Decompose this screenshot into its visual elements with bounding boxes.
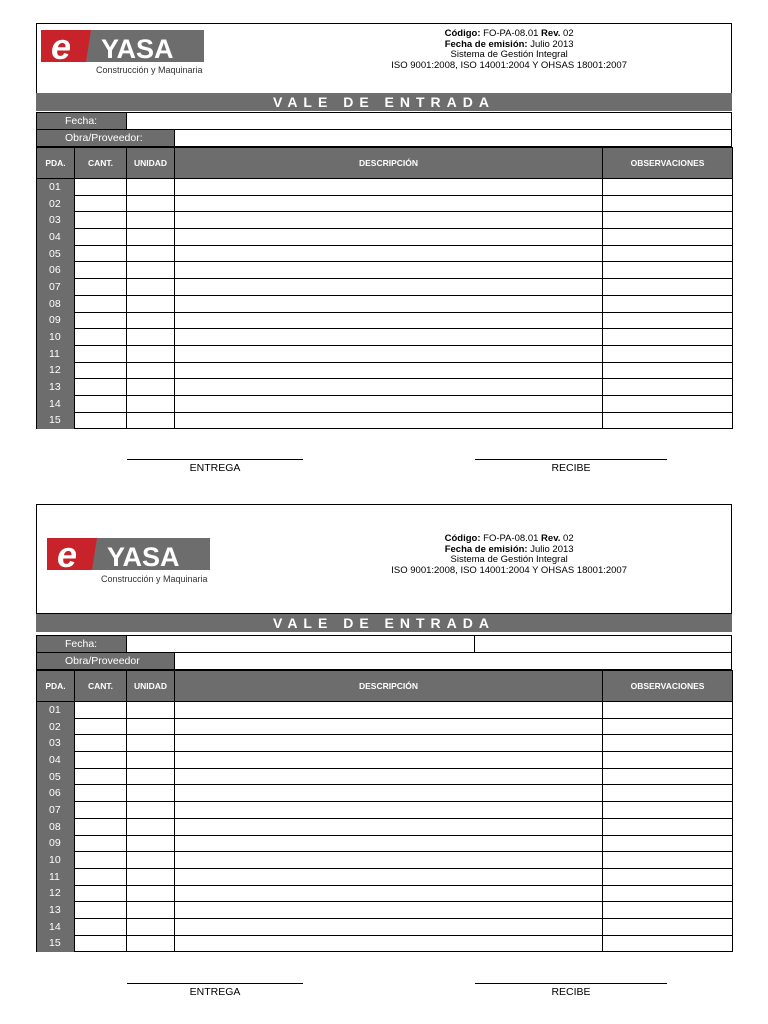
row-number: 02: [37, 718, 75, 735]
observaciones-cell[interactable]: [603, 179, 733, 196]
table-row: [37, 345, 733, 362]
descripcion-cell[interactable]: [175, 395, 603, 412]
observaciones-cell[interactable]: [603, 245, 733, 262]
col-observaciones: OBSERVACIONES: [603, 671, 733, 702]
descripcion-cell[interactable]: [175, 785, 603, 802]
descripcion-cell[interactable]: [175, 195, 603, 212]
cant-cell[interactable]: [75, 885, 127, 902]
row-number: 10: [37, 852, 75, 869]
fecha-label: Fecha:: [36, 112, 127, 130]
observaciones-cell[interactable]: [603, 918, 733, 935]
cant-cell[interactable]: [75, 768, 127, 785]
cant-cell[interactable]: [75, 868, 127, 885]
row-number: 14: [37, 395, 75, 412]
table-row: [37, 262, 733, 279]
fecha-emision-line: Fecha de emisión: Julio 2013: [444, 543, 574, 555]
logo-brand-name: YASA: [101, 34, 174, 64]
descripcion-cell[interactable]: [175, 868, 603, 885]
descripcion-cell[interactable]: [175, 362, 603, 379]
row-number: 10: [37, 329, 75, 346]
col-unidad: UNIDAD: [127, 148, 175, 179]
observaciones-cell[interactable]: [603, 295, 733, 312]
cant-cell[interactable]: [75, 262, 127, 279]
logo-tagline: Construcción y Maquinaria: [96, 65, 203, 75]
descripcion-cell[interactable]: [175, 802, 603, 819]
unidad-cell[interactable]: [127, 412, 175, 429]
form-header: [36, 504, 732, 614]
table-row: [37, 752, 733, 769]
codigo-line: Código: FO-PA-08.01 Rev. 02: [444, 533, 574, 544]
col-cant: CANT.: [75, 148, 127, 179]
col-observaciones: OBSERVACIONES: [603, 148, 733, 179]
unidad-cell[interactable]: [127, 718, 175, 735]
unidad-cell[interactable]: [127, 362, 175, 379]
row-number: 08: [37, 818, 75, 835]
unidad-cell[interactable]: [127, 195, 175, 212]
row-number: 06: [37, 262, 75, 279]
unidad-cell[interactable]: [127, 902, 175, 919]
row-number: 04: [37, 229, 75, 246]
table-row: [37, 935, 733, 952]
cant-cell[interactable]: [75, 852, 127, 869]
unidad-cell[interactable]: [127, 345, 175, 362]
cant-cell[interactable]: [75, 345, 127, 362]
cant-cell[interactable]: [75, 212, 127, 229]
fecha-extra-field[interactable]: [474, 635, 732, 653]
table-header-row: [37, 671, 733, 702]
iso-line: ISO 9001:2008, ISO 14001:2004 Y OHSAS 18001:2007: [391, 59, 627, 71]
table-row: [37, 835, 733, 852]
table-row: [37, 868, 733, 885]
unidad-cell[interactable]: [127, 868, 175, 885]
cant-cell[interactable]: [75, 785, 127, 802]
observaciones-cell[interactable]: [603, 362, 733, 379]
observaciones-cell[interactable]: [603, 852, 733, 869]
document-meta: [391, 29, 627, 71]
cant-cell[interactable]: [75, 329, 127, 346]
descripcion-cell[interactable]: [175, 735, 603, 752]
cant-cell[interactable]: [75, 918, 127, 935]
items-table: [36, 670, 733, 952]
row-number: 07: [37, 802, 75, 819]
cant-cell[interactable]: [75, 245, 127, 262]
signature-line[interactable]: [127, 459, 303, 460]
table-row: [37, 395, 733, 412]
unidad-cell[interactable]: [127, 312, 175, 329]
company-logo: [47, 536, 217, 586]
row-number: 15: [37, 935, 75, 952]
document-meta: [391, 534, 627, 576]
row-number: 05: [37, 245, 75, 262]
descripcion-cell[interactable]: [175, 379, 603, 396]
col-descripcion: DESCRIPCIÓN: [175, 148, 603, 179]
descripcion-cell[interactable]: [175, 179, 603, 196]
col-cant: CANT.: [75, 671, 127, 702]
obra-proveedor-field[interactable]: [174, 129, 732, 147]
observaciones-cell[interactable]: [603, 379, 733, 396]
unidad-cell[interactable]: [127, 918, 175, 935]
cant-cell[interactable]: [75, 395, 127, 412]
row-number: 06: [37, 785, 75, 802]
cant-cell[interactable]: [75, 229, 127, 246]
signature-label: RECIBE: [551, 462, 591, 474]
table-row: [37, 329, 733, 346]
table-row: [37, 768, 733, 785]
row-number: 12: [37, 885, 75, 902]
iso-line: ISO 9001:2008, ISO 14001:2004 Y OHSAS 18001:2007: [391, 564, 627, 576]
unidad-cell[interactable]: [127, 768, 175, 785]
signature-line[interactable]: [127, 983, 303, 984]
unidad-cell[interactable]: [127, 702, 175, 719]
row-number: 01: [37, 179, 75, 196]
unidad-cell[interactable]: [127, 818, 175, 835]
table-row: [37, 735, 733, 752]
descripcion-cell[interactable]: [175, 702, 603, 719]
descripcion-cell[interactable]: [175, 935, 603, 952]
table-row: [37, 229, 733, 246]
signature-recibe: [475, 983, 667, 998]
row-number: 13: [37, 902, 75, 919]
row-number: 03: [37, 212, 75, 229]
row-number: 05: [37, 768, 75, 785]
table-row: [37, 195, 733, 212]
row-number: 01: [37, 702, 75, 719]
observaciones-cell[interactable]: [603, 395, 733, 412]
cant-cell[interactable]: [75, 362, 127, 379]
table-body: [37, 702, 733, 952]
unidad-cell[interactable]: [127, 329, 175, 346]
cant-cell[interactable]: [75, 902, 127, 919]
descripcion-cell[interactable]: [175, 852, 603, 869]
observaciones-cell[interactable]: [603, 935, 733, 952]
unidad-cell[interactable]: [127, 735, 175, 752]
table-row: [37, 362, 733, 379]
cant-cell[interactable]: [75, 935, 127, 952]
col-descripcion: DESCRIPCIÓN: [175, 671, 603, 702]
obra-proveedor-label: Obra/Proveedor: [36, 652, 175, 670]
observaciones-cell[interactable]: [603, 835, 733, 852]
form-header: [36, 23, 732, 94]
row-number: 14: [37, 918, 75, 935]
signature-entrega: [127, 983, 303, 998]
descripcion-cell[interactable]: [175, 229, 603, 246]
observaciones-cell[interactable]: [603, 885, 733, 902]
obra-proveedor-field[interactable]: [174, 652, 732, 670]
row-number: 11: [37, 345, 75, 362]
observaciones-cell[interactable]: [603, 195, 733, 212]
descripcion-cell[interactable]: [175, 918, 603, 935]
descripcion-cell[interactable]: [175, 835, 603, 852]
descripcion-cell[interactable]: [175, 885, 603, 902]
unidad-cell[interactable]: [127, 935, 175, 952]
signature-label: RECIBE: [551, 986, 591, 998]
cant-cell[interactable]: [75, 179, 127, 196]
logo-e-mark: e: [57, 536, 78, 575]
cant-cell[interactable]: [75, 412, 127, 429]
signature-label: ENTREGA: [189, 462, 241, 474]
table-row: [37, 295, 733, 312]
sistema-line: Sistema de Gestión Integral: [450, 49, 568, 60]
fecha-field[interactable]: [126, 635, 475, 653]
table-row: [37, 312, 733, 329]
table-row: [37, 785, 733, 802]
signature-line[interactable]: [475, 983, 667, 984]
col-unidad: UNIDAD: [127, 671, 175, 702]
cant-cell[interactable]: [75, 835, 127, 852]
descripcion-cell[interactable]: [175, 902, 603, 919]
descripcion-cell[interactable]: [175, 295, 603, 312]
unidad-cell[interactable]: [127, 852, 175, 869]
items-table: [36, 147, 733, 429]
observaciones-cell[interactable]: [603, 902, 733, 919]
table-row: [37, 902, 733, 919]
observaciones-cell[interactable]: [603, 329, 733, 346]
table-row: [37, 212, 733, 229]
descripcion-cell[interactable]: [175, 279, 603, 296]
signature-recibe: [475, 459, 667, 474]
unidad-cell[interactable]: [127, 885, 175, 902]
table-body: [37, 179, 733, 429]
logo-brand-name: YASA: [107, 542, 180, 572]
cant-cell[interactable]: [75, 735, 127, 752]
observaciones-cell[interactable]: [603, 229, 733, 246]
row-number: 03: [37, 735, 75, 752]
unidad-cell[interactable]: [127, 295, 175, 312]
observaciones-cell[interactable]: [603, 718, 733, 735]
unidad-cell[interactable]: [127, 179, 175, 196]
observaciones-cell[interactable]: [603, 802, 733, 819]
descripcion-cell[interactable]: [175, 212, 603, 229]
signature-line[interactable]: [475, 459, 667, 460]
descripcion-cell[interactable]: [175, 245, 603, 262]
row-number: 13: [37, 379, 75, 396]
descripcion-cell[interactable]: [175, 345, 603, 362]
form-title: VALE DE ENTRADA: [36, 614, 732, 632]
unidad-cell[interactable]: [127, 229, 175, 246]
row-number: 07: [37, 279, 75, 296]
obra-proveedor-label: Obra/Proveedor:: [36, 129, 175, 147]
row-number: 09: [37, 312, 75, 329]
row-number: 04: [37, 752, 75, 769]
logo-tagline: Construcción y Maquinaria: [101, 574, 208, 584]
descripcion-cell[interactable]: [175, 768, 603, 785]
observaciones-cell[interactable]: [603, 702, 733, 719]
cant-cell[interactable]: [75, 312, 127, 329]
descripcion-cell[interactable]: [175, 312, 603, 329]
company-logo: [41, 28, 211, 76]
observaciones-cell[interactable]: [603, 768, 733, 785]
unidad-cell[interactable]: [127, 379, 175, 396]
unidad-cell[interactable]: [127, 212, 175, 229]
unidad-cell[interactable]: [127, 262, 175, 279]
row-number: 02: [37, 195, 75, 212]
observaciones-cell[interactable]: [603, 312, 733, 329]
unidad-cell[interactable]: [127, 395, 175, 412]
row-number: 15: [37, 412, 75, 429]
observaciones-cell[interactable]: [603, 752, 733, 769]
table-row: [37, 852, 733, 869]
col-pda: PDA.: [37, 148, 75, 179]
table-row: [37, 412, 733, 429]
fecha-emision-line: Fecha de emisión: Julio 2013: [444, 38, 574, 50]
signature-entrega: [127, 459, 303, 474]
fecha-field[interactable]: [126, 112, 732, 130]
unidad-cell[interactable]: [127, 245, 175, 262]
cant-cell[interactable]: [75, 379, 127, 396]
observaciones-cell[interactable]: [603, 262, 733, 279]
observaciones-cell[interactable]: [603, 735, 733, 752]
cant-cell[interactable]: [75, 802, 127, 819]
row-number: 08: [37, 295, 75, 312]
cant-cell[interactable]: [75, 702, 127, 719]
table-row: [37, 179, 733, 196]
signature-label: ENTREGA: [189, 986, 241, 998]
descripcion-cell[interactable]: [175, 718, 603, 735]
table-row: [37, 379, 733, 396]
fecha-label: Fecha:: [36, 635, 127, 653]
row-number: 09: [37, 835, 75, 852]
sistema-line: Sistema de Gestión Integral: [450, 554, 568, 565]
unidad-cell[interactable]: [127, 835, 175, 852]
cant-cell[interactable]: [75, 718, 127, 735]
table-row: [37, 702, 733, 719]
cant-cell[interactable]: [75, 818, 127, 835]
cant-cell[interactable]: [75, 295, 127, 312]
table-row: [37, 918, 733, 935]
row-number: 12: [37, 362, 75, 379]
unidad-cell[interactable]: [127, 752, 175, 769]
cant-cell[interactable]: [75, 279, 127, 296]
form-title: VALE DE ENTRADA: [36, 93, 732, 111]
observaciones-cell[interactable]: [603, 412, 733, 429]
descripcion-cell[interactable]: [175, 412, 603, 429]
table-row: [37, 818, 733, 835]
observaciones-cell[interactable]: [603, 212, 733, 229]
logo-e-mark: e: [51, 28, 72, 67]
descripcion-cell[interactable]: [175, 262, 603, 279]
observaciones-cell[interactable]: [603, 785, 733, 802]
vale-entrada-form-1: [36, 23, 732, 473]
cant-cell[interactable]: [75, 195, 127, 212]
observaciones-cell[interactable]: [603, 345, 733, 362]
vale-entrada-form-2: [36, 504, 732, 1004]
table-row: [37, 279, 733, 296]
table-header-row: [37, 148, 733, 179]
table-row: [37, 718, 733, 735]
table-row: [37, 802, 733, 819]
table-row: [37, 885, 733, 902]
codigo-line: Código: FO-PA-08.01 Rev. 02: [444, 28, 574, 39]
observaciones-cell[interactable]: [603, 868, 733, 885]
observaciones-cell[interactable]: [603, 818, 733, 835]
col-pda: PDA.: [37, 671, 75, 702]
descripcion-cell[interactable]: [175, 329, 603, 346]
cant-cell[interactable]: [75, 752, 127, 769]
descripcion-cell[interactable]: [175, 752, 603, 769]
descripcion-cell[interactable]: [175, 818, 603, 835]
observaciones-cell[interactable]: [603, 279, 733, 296]
row-number: 11: [37, 868, 75, 885]
table-row: [37, 245, 733, 262]
unidad-cell[interactable]: [127, 279, 175, 296]
unidad-cell[interactable]: [127, 785, 175, 802]
unidad-cell[interactable]: [127, 802, 175, 819]
